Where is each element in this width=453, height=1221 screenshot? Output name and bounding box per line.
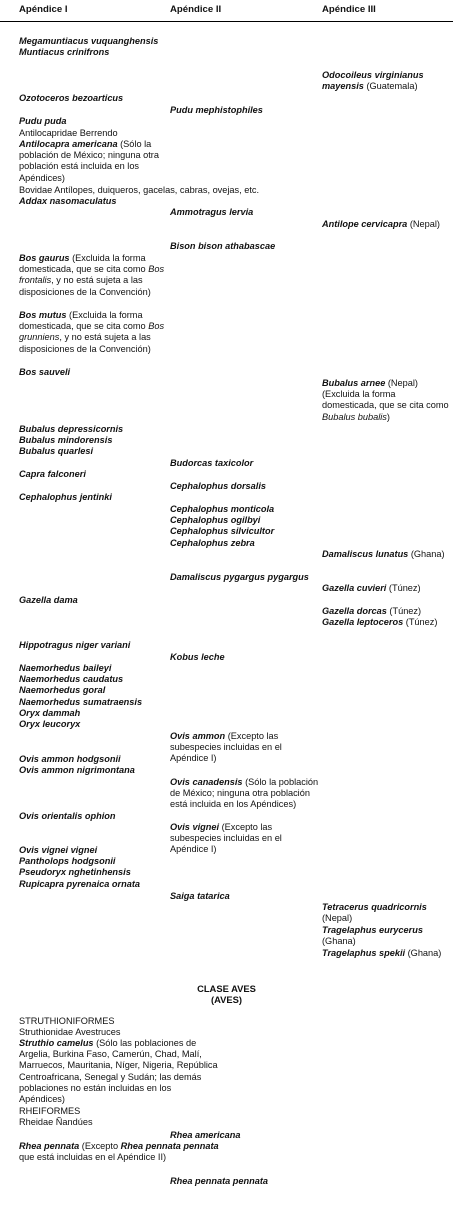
order-entry: STRUTHIONIFORMES bbox=[19, 1016, 115, 1026]
species-entry: Tetracerus quadricornis (Nepal) bbox=[322, 902, 427, 924]
species-entry: Rhea americana bbox=[170, 1130, 241, 1140]
species-entry: Budorcas taxicolor bbox=[170, 458, 254, 468]
species-entry: Damaliscus pygargus pygargus bbox=[170, 572, 309, 582]
species-entry: Pudu puda bbox=[19, 116, 67, 126]
species-entry: Cephalophus dorsalis bbox=[170, 481, 266, 491]
species-entry: Antilope cervicapra (Nepal) bbox=[322, 219, 440, 229]
species-entry: Ovis canadensis (Sólo la población de México; ninguna otra población está incluida en los Apéndices) bbox=[170, 777, 319, 810]
species-entry: Megamuntiacus vuquanghensis Muntiacus crinifrons bbox=[19, 36, 159, 58]
species-entry: Bison bison athabascae bbox=[170, 241, 276, 251]
family-entry: Struthionidae Avestruces bbox=[19, 1027, 121, 1037]
species-entry: Ovis vignei (Excepto las subespecies incluidas en el Apéndice I) bbox=[170, 822, 282, 855]
species-entry: Naemorhedus baileyi Naemorhedus caudatus Naemorhedus goral Naemorhedus sumatraensis Oryx dammah Oryx leucoryx bbox=[19, 663, 143, 730]
species-entry: Saiga tatarica bbox=[170, 891, 230, 901]
species-entry: Bos gaurus (Excluida la forma domesticada, que se cita como Bos frontalis, y no está sujeta a las disposiciones de la Convención) bbox=[19, 253, 165, 297]
header-appendix-2: Apéndice II bbox=[170, 4, 222, 15]
species-entry: Ammotragus lervia bbox=[170, 207, 254, 217]
species-entry: Capra falconeri bbox=[19, 469, 86, 479]
species-entry: Addax nasomaculatus bbox=[19, 196, 117, 206]
species-entry: Bubalus depressicornis Bubalus mindorensis Bubalus quarlesi bbox=[19, 424, 124, 457]
species-entry: Tragelaphus eurycerus (Ghana) bbox=[322, 925, 423, 947]
family-entry: Antilocapridae Berrendo bbox=[19, 128, 118, 138]
species-entry: Pudu mephistophiles bbox=[170, 105, 263, 115]
order-entry: RHEIFORMES bbox=[19, 1106, 81, 1116]
family-entry: Bovidae Antílopes, duiqueros, gacelas, cabras, ovejas, etc. bbox=[19, 185, 260, 195]
species-entry: Hippotragus niger variani bbox=[19, 640, 131, 650]
header-rule-top bbox=[0, 21, 453, 22]
species-entry: Gazella dorcas (Túnez) bbox=[322, 606, 422, 616]
species-entry: Odocoileus virginianus mayensis (Guatemala) bbox=[322, 70, 424, 92]
species-entry: Ovis ammon hodgsonii Ovis ammon nigrimontana bbox=[19, 754, 135, 776]
species-entry: Bos sauveli bbox=[19, 367, 71, 377]
species-entry: Cephalophus jentinki bbox=[19, 492, 112, 502]
family-entry: Rheidae Ñandúes bbox=[19, 1117, 93, 1127]
species-entry: Gazella dama bbox=[19, 595, 78, 605]
section-title-aves: CLASE AVES (AVES) bbox=[197, 983, 256, 1006]
species-entry: Kobus leche bbox=[170, 652, 225, 662]
species-entry: Ovis orientalis ophion bbox=[19, 811, 116, 821]
species-entry: Struthio camelus (Sólo las poblaciones de Argelia, Burkina Faso, Camerún, Chad, Malí, Marruecos, Mauritania, Níger, Nigeria, República Centroafricana, Senegal y Sudán; las demás poblaciones no están incluidas en los Apéndices) bbox=[19, 1038, 218, 1105]
species-entry: Gazella cuvieri (Túnez) bbox=[322, 583, 421, 593]
species-entry: Bubalus arnee (Nepal) (Excluida la forma domesticada, que se cita como Bubalus bubalis) bbox=[322, 378, 449, 422]
species-entry: Antilocapra americana (Sólo la población de México; ninguna otra población está incluida en los Apéndices) bbox=[19, 139, 159, 183]
species-entry: Cephalophus monticola Cephalophus ogilbyi Cephalophus silvicultor Cephalophus zebra bbox=[170, 504, 275, 548]
species-entry: Rhea pennata pennata bbox=[170, 1176, 269, 1186]
species-entry: Damaliscus lunatus (Ghana) bbox=[322, 549, 445, 559]
species-entry: Rhea pennata (Excepto Rhea pennata pennata que está incluidas en el Apéndice II) bbox=[19, 1141, 219, 1163]
species-entry: Bos mutus (Excluida la forma domesticada, que se cita como Bos grunniens, y no está sujeta a las disposiciones de la Convención) bbox=[19, 310, 165, 354]
header-appendix-1: Apéndice I bbox=[19, 4, 68, 15]
species-entry: Ozotoceros bezoarticus bbox=[19, 93, 124, 103]
species-entry: Ovis ammon (Excepto las subespecies incluidas en el Apéndice I) bbox=[170, 731, 282, 764]
header-appendix-3: Apéndice III bbox=[322, 4, 376, 15]
species-entry: Gazella leptoceros (Túnez) bbox=[322, 617, 438, 627]
species-entry: Tragelaphus spekii (Ghana) bbox=[322, 948, 442, 958]
species-entry: Ovis vignei vignei Pantholops hodgsonii Pseudoryx nghetinhensis Rupicapra pyrenaica ornata bbox=[19, 845, 141, 889]
